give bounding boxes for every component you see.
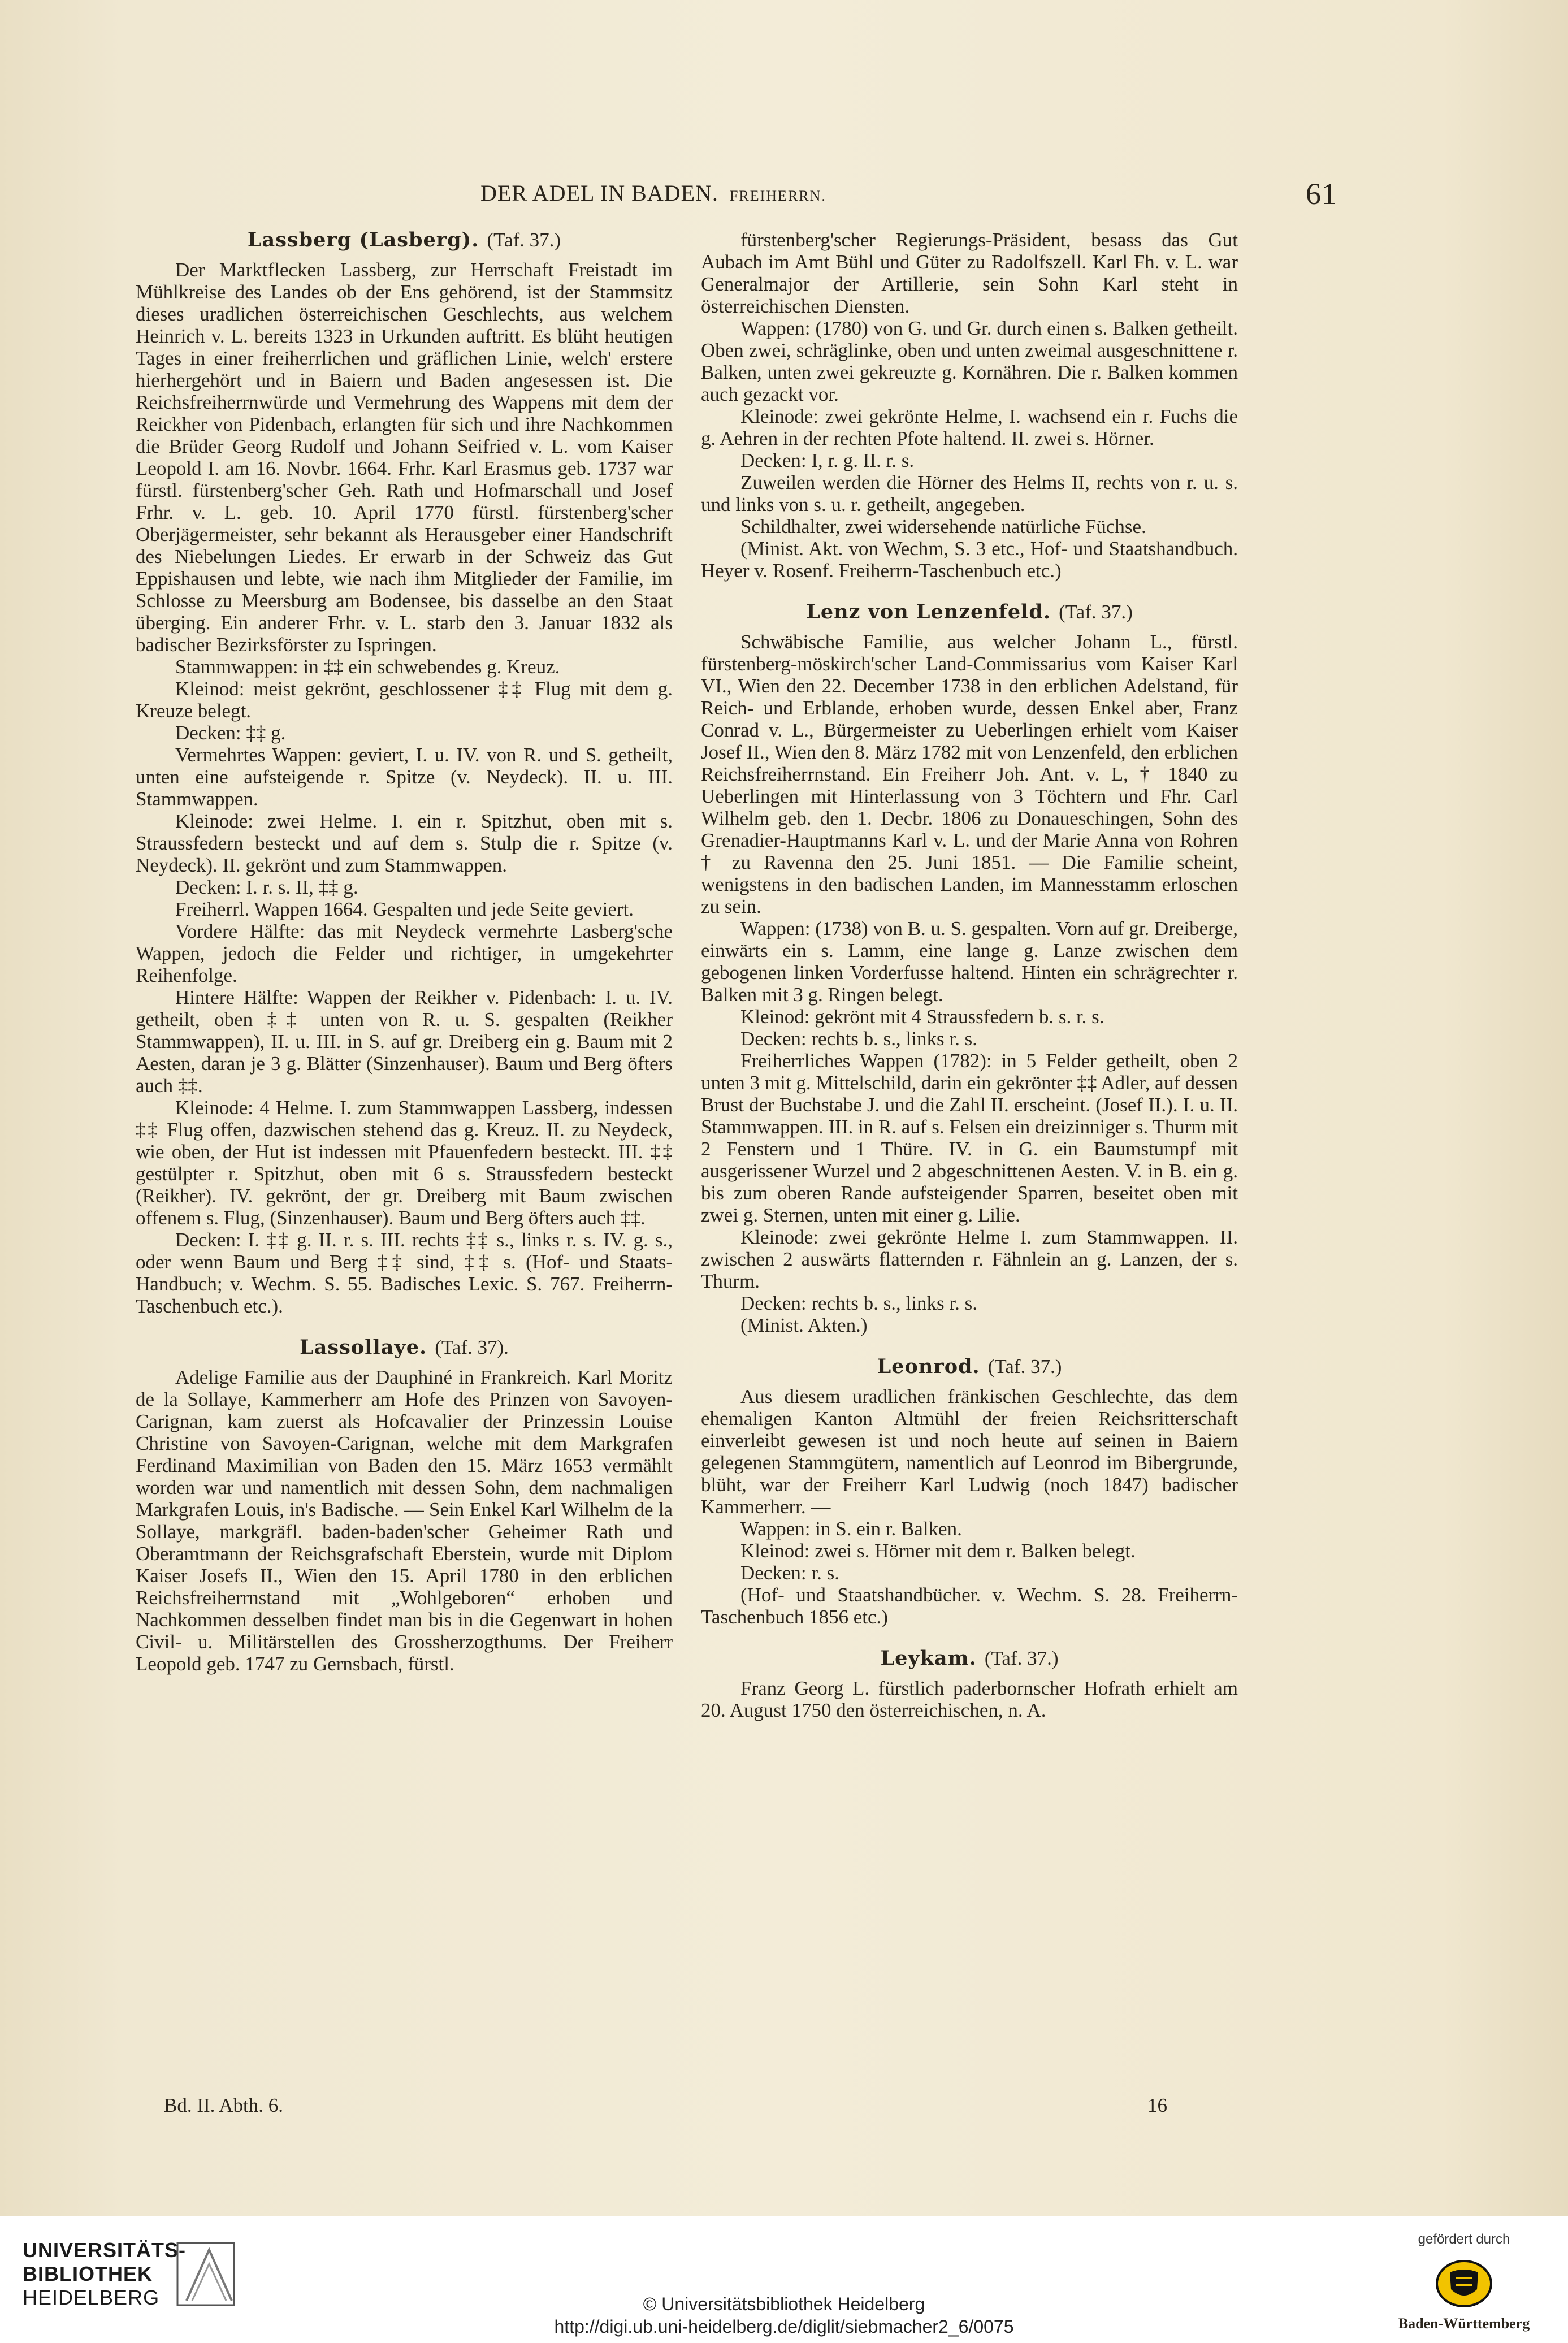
copyright-notice: © Universitätsbibliothek Heidelberg <box>643 2294 925 2314</box>
entry-paragraph: Kleinode: 4 Helme. I. zum Stammwappen Lassberg, indessen ‡‡ Flug offen, dazwischen stehend das g. Kreuz. II. zu Neydeck, wie oben, der Hut ist indessen mit Pfauenfedern besteckt. III. ‡‡ gestülpter r. Spitzhut, oben mit 6 s. Straussfedern besteckt (Reikher). IV. gekrönt, der gr. Dreiberg mit Baum zwischen offenem s. Flug, (Sinzenhauser). Baum und Berg öfters auch ‡‡. <box>136 1097 673 1229</box>
entry-paragraph: Franz Georg L. fürstlich paderbornscher Hofrath erhielt am 20. August 1750 den österreichischen, n. A. <box>701 1677 1238 1721</box>
continuation-paragraph: Kleinode: zwei gekrönte Helme, I. wachsend ein r. Fuchs die g. Aehren in der rechten Pfote haltend. II. zwei s. Hörner. <box>701 405 1238 449</box>
baden-wuerttemberg-coat-of-arms-icon <box>1433 2255 1495 2312</box>
family-name: Leykam. <box>880 1647 977 1670</box>
entry-paragraph: Decken: I. ‡‡ g. II. r. s. III. rechts ‡‡ s., links r. s. IV. g. s., oder wenn Baum und Berg ‡‡ sind, ‡‡ s. (Hof- und Staats-Handbuch; v. Wechm. S. 55. Badisches Lexic. S. 767. Freiherrn-Taschenbuch etc.). <box>136 1229 673 1317</box>
entry-paragraph: Decken: I. r. s. II, ‡‡ g. <box>175 876 358 898</box>
entry-paragraph: Adelige Familie aus der Dauphiné in Frankreich. Karl Moritz de la Sollaye, Kammerherr am Hofe des Prinzen von Savoyen-Carignan, kam zuerst als Hofcavalier der Prinzessin Louise Christine von Savoyen-Carignan, welche mit dem Markgrafen Ferdinand Maximilian von Baden den 15. März 1653 vermählt worden war und namentlich mit dessen Sohn, dem nachmaligen Markgrafen Louis, in's Badische. — Sein Enkel Karl Wilhelm de la Sollaye, markgräfl. baden-baden'scher Geheimer Rath und Oberamtmann der Reichsgrafschaft Eberstein, wurde mit Diplom Kaiser Josefs II., Wien den 15. April 1780 in den erblichen Reichsfreiherrnstand mit „Wohlgeboren“ erhoben und Nachkommen desselben findet man bis in die Gegenwart in hohen Civil- u. Militärstellen des Grossherzogthums. Der Freiherr Leopold geb. 1747 zu Gernsbach, fürstl. <box>136 1366 673 1675</box>
plate-reference: (Taf. 37). <box>435 1336 509 1358</box>
continuation-paragraph: fürstenberg'scher Regierungs-Präsident, besass das Gut Aubach im Amt Bühl und Güter zu Radolfszell. Karl Fh. v. L. war Generalmajor der Artillerie, sein Sohn Karl steht in österreichischen Diensten. <box>701 229 1238 317</box>
entry-heading <box>701 1647 1238 1669</box>
entry-paragraph: Decken: rechts b. s., links r. s. <box>740 1028 977 1050</box>
family-name: Lassollaye. <box>300 1336 427 1359</box>
entry-paragraph: Kleinode: zwei Helme. I. ein r. Spitzhut, oben mit s. Straussfedern besteckt und auf dem s. Stulp die r. Spitze (v. Neydeck). II. gekrönt und zum Stammwappen. <box>136 810 673 876</box>
entry-paragraph: Decken: ‡‡ g. <box>175 722 286 744</box>
entry-paragraph: Wappen: (1738) von B. u. S. gespalten. Vorn auf gr. Dreiberge, einwärts ein s. Lamm, eine lange g. Lanze zwischen dem gebogenen linken Vorderfusse haltend. Hinten ein schrägrechter r. Balken mit 3 g. Ringen belegt. <box>701 917 1238 1006</box>
permalink[interactable]: http://digi.ub.uni-heidelberg.de/diglit/siebmacher2_6/0075 <box>554 2316 1014 2337</box>
entry-right-1 <box>701 1355 1238 1628</box>
running-subtitle: FREIHERRN. <box>729 188 826 204</box>
continuation-paragraph: (Minist. Akt. von Wechm, S. 3 etc., Hof- und Staatshandbuch. Heyer v. Rosenf. Freiherrn-Taschenbuch etc.) <box>701 538 1238 582</box>
entry-right-2 <box>701 1647 1238 1721</box>
family-name: Lenz von Lenzenfeld. <box>806 600 1051 623</box>
continuation-paragraph: Zuweilen werden die Hörner des Helms II, rechts von r. u. s. und links von s. u. r. getheilt, angegeben. <box>701 471 1238 516</box>
continuation-paragraph: Decken: I, r. g. II. r. s. <box>740 449 915 471</box>
sheet-number: 16 <box>1147 2094 1167 2116</box>
entry-paragraph: Wappen: in S. ein r. Balken. <box>740 1518 962 1540</box>
entry-heading <box>701 601 1238 623</box>
entry-right-0 <box>701 601 1238 1336</box>
entry-paragraph: Schwäbische Familie, aus welcher Johann L., fürstl. fürstenberg-möskirch'scher Land-Commissarius vom Kaiser Karl VI., Wien den 22. December 1738 in den erblichen Adelstand, für Reich- und Erblande, erhoben wurde, dessen Enkel aber, Franz Conrad v. L., Bürgermeister zu Ueberlingen erhielt vom Kaiser Josef II., Wien den 8. März 1782 mit von Lenzenfeld, den erblichen Reichsfreiherrnstand. Ein Freiherr Joh. Ant. v. L, † 1840 zu Ueberlingen mit Hinterlassung von 3 Töchtern und Fhr. Carl Wilhelm geb. den 1. Decbr. 1806 zu Donaueschingen, Sohn des Grenadier-Hauptmanns Karl v. L. und der Marie Anna von Rohren † zu Ravenna den 25. Juni 1851. — Die Familie scheint, wenigstens in den badischen Landen, im Mannesstamm erloschen zu sein. <box>701 631 1238 917</box>
entry-left-1 <box>136 1336 673 1675</box>
plate-reference: (Taf. 37.) <box>1059 601 1133 623</box>
entry-paragraph: (Hof- und Staatshandbücher. v. Wechm. S. 28. Freiherrn-Taschenbuch 1856 etc.) <box>701 1584 1238 1628</box>
continuation-block <box>701 229 1238 582</box>
plate-reference: (Taf. 37.) <box>987 1355 1062 1378</box>
plate-reference: (Taf. 37.) <box>487 229 561 251</box>
entry-paragraph: Stammwappen: in ‡‡ ein schwebendes g. Kreuz. <box>175 656 560 678</box>
sponsor-block <box>1379 2232 1549 2339</box>
plate-reference: (Taf. 37.) <box>984 1647 1059 1669</box>
entry-paragraph: Vermehrtes Wappen: geviert, I. u. IV. von R. und S. getheilt, unten eine aufsteigende r. Spitze (v. Neydeck). II. u. III. Stammwappen. <box>136 744 673 810</box>
library-name-line-1: UNIVERSITÄTS- <box>23 2238 187 2262</box>
entry-paragraph: Der Marktflecken Lassberg, zur Herrschaft Freistadt im Mühlkreise des Landes ob der Ens gehörend, ist der Stammsitz dieses uradlichen österreichischen Geschlechts, aus welchem Heinrich v. L. bereits 1323 in Urkunden auftritt. Es blüht heutigen Tages in einer freiherrlichen und gräflichen Linie, welch' erstere hierhergehört und in Baiern und Baden angesessen ist. Die Reichsfreiherrnwürde und Vermehrung des Wappens mit dem der Reickher von Pidenbach, erlangten für sich und ihre Nachkommen die Brüder Georg Rudolf und Johann Seifried v. L. vom Kaiser Leopold I. am 16. Novbr. 1664. Frhr. Karl Erasmus geb. 1737 war fürstl. fürstenberg'scher Geh. Rath und Hofmarschall und Josef Frhr. v. L. geb. 10. April 1770 fürstl. fürstenberg'scher Oberjägermeister, sehr bekannt als Herausgeber einer Handschrift des Niebelungen Liedes. Er erwarb in der Schweiz das Gut Eppishausen und lebte, wie nach ihm Mitglieder der Familie, im Schlosse zu Meersburg am Bodensee, bis dasselbe an den Staat überging. Ein anderer Frhr. v. L. starb den 3. Januar 1832 als badischer Bezirksförster zu Ispringen. <box>136 259 673 656</box>
continuation-paragraph: Schildhalter, zwei widersehende natürliche Füchse. <box>740 516 1146 538</box>
entry-paragraph: (Minist. Akten.) <box>740 1314 868 1336</box>
entry-heading <box>136 229 673 251</box>
library-name-line-3: HEIDELBERG <box>23 2286 160 2309</box>
entry-heading <box>701 1355 1238 1378</box>
right-column <box>701 229 1238 2111</box>
entry-heading <box>136 1336 673 1358</box>
entry-paragraph: Freiherrl. Wappen 1664. Gespalten und jede Seite geviert. <box>175 898 634 920</box>
entry-paragraph: Aus diesem uradlichen fränkischen Geschlechte, das dem ehemaligen Kanton Altmühl der freien Reichsritterschaft einverleibt gewesen ist und noch heute auf seinen in Baiern gelegenen Stammgütern, namentlich auf Leonrod im Bibergrunde, blüht, war der Freiherr Karl Ludwig (noch 1847) badischer Kammerherr. — <box>701 1385 1238 1518</box>
sponsor-name: Baden-Württemberg <box>1398 2315 1530 2332</box>
running-header <box>447 170 1362 220</box>
entry-paragraph: Freiherrliches Wappen (1782): in 5 Felder getheilt, oben 2 unten 3 mit g. Mittelschild, darin ein gekrönter ‡‡ Adler, auf dessen Brust der Buchstabe J. und die Zahl II. erscheint. (Josef II.). I. u. II. Stammwappen. III. in R. auf s. Felsen ein dreizinniger s. Thurm mit 2 Fenstern und 1 Thüre. IV. in G. ein Baumstumpf mit ausgerissener Wurzel und 2 abgeschnittenen Aesten. V. in B. ein g. bis zum oberen Rande aufsteigender Sparren, beseitet oben mit zwei g. Sternen, unten mit einer g. Lilie. <box>701 1050 1238 1226</box>
entry-paragraph: Decken: r. s. <box>740 1562 839 1584</box>
family-name: Leonrod. <box>877 1355 980 1378</box>
entry-left-0 <box>136 229 673 1317</box>
entry-paragraph: Decken: rechts b. s., links r. s. <box>740 1292 977 1314</box>
library-footer <box>0 2216 1568 2343</box>
left-column <box>136 229 673 2111</box>
entry-paragraph: Kleinod: meist gekrönt, geschlossener ‡‡ Flug mit dem g. Kreuze belegt. <box>136 678 673 722</box>
continuation-paragraph: Wappen: (1780) von G. und Gr. durch einen s. Balken getheilt. Oben zwei, schräglinke, oben und unten zweimal ausgeschnittene r. Balken, unten zwei gekreuzte g. Kornähren. Die r. Balken kommen auch gezackt vor. <box>701 317 1238 405</box>
running-title: DER ADEL IN BADEN. FREIHERRN. <box>480 180 826 206</box>
family-name: Lassberg (Lasberg). <box>247 229 479 252</box>
page-number: 61 <box>1306 177 1337 211</box>
entry-paragraph: Vordere Hälfte: das mit Neydeck vermehrte Lasberg'sche Wappen, jedoch die Felder und richtiger, in umgekehrter Reihenfolge. <box>136 920 673 986</box>
library-name-line-2: BIBLIOTHEK <box>23 2262 153 2285</box>
entry-paragraph: Kleinod: zwei s. Hörner mit dem r. Balken belegt. <box>740 1540 1136 1562</box>
entry-paragraph: Hintere Hälfte: Wappen der Reikher v. Pidenbach: I. u. IV. getheilt, oben ‡‡ unten von R. u. S. gespalten (Reikher Stammwappen), II. u. III. in S. auf gr. Dreiberg ein g. Baum mit 2 Aesten, daran je 3 g. Blätter (Sinzenhauser). Baum und Berg öfters auch ‡‡. <box>136 986 673 1097</box>
sponsor-label: gefördert durch <box>1418 2232 1510 2247</box>
entry-paragraph: Kleinod: gekrönt mit 4 Straussfedern b. s. r. s. <box>740 1006 1104 1028</box>
entry-paragraph: Kleinode: zwei gekrönte Helme I. zum Stammwappen. II. zwischen 2 auswärts flatternden r. Fähnlein an g. Lanzen, der s. Thurm. <box>701 1226 1238 1292</box>
volume-signature: Bd. II. Abth. 6. <box>164 2094 283 2116</box>
